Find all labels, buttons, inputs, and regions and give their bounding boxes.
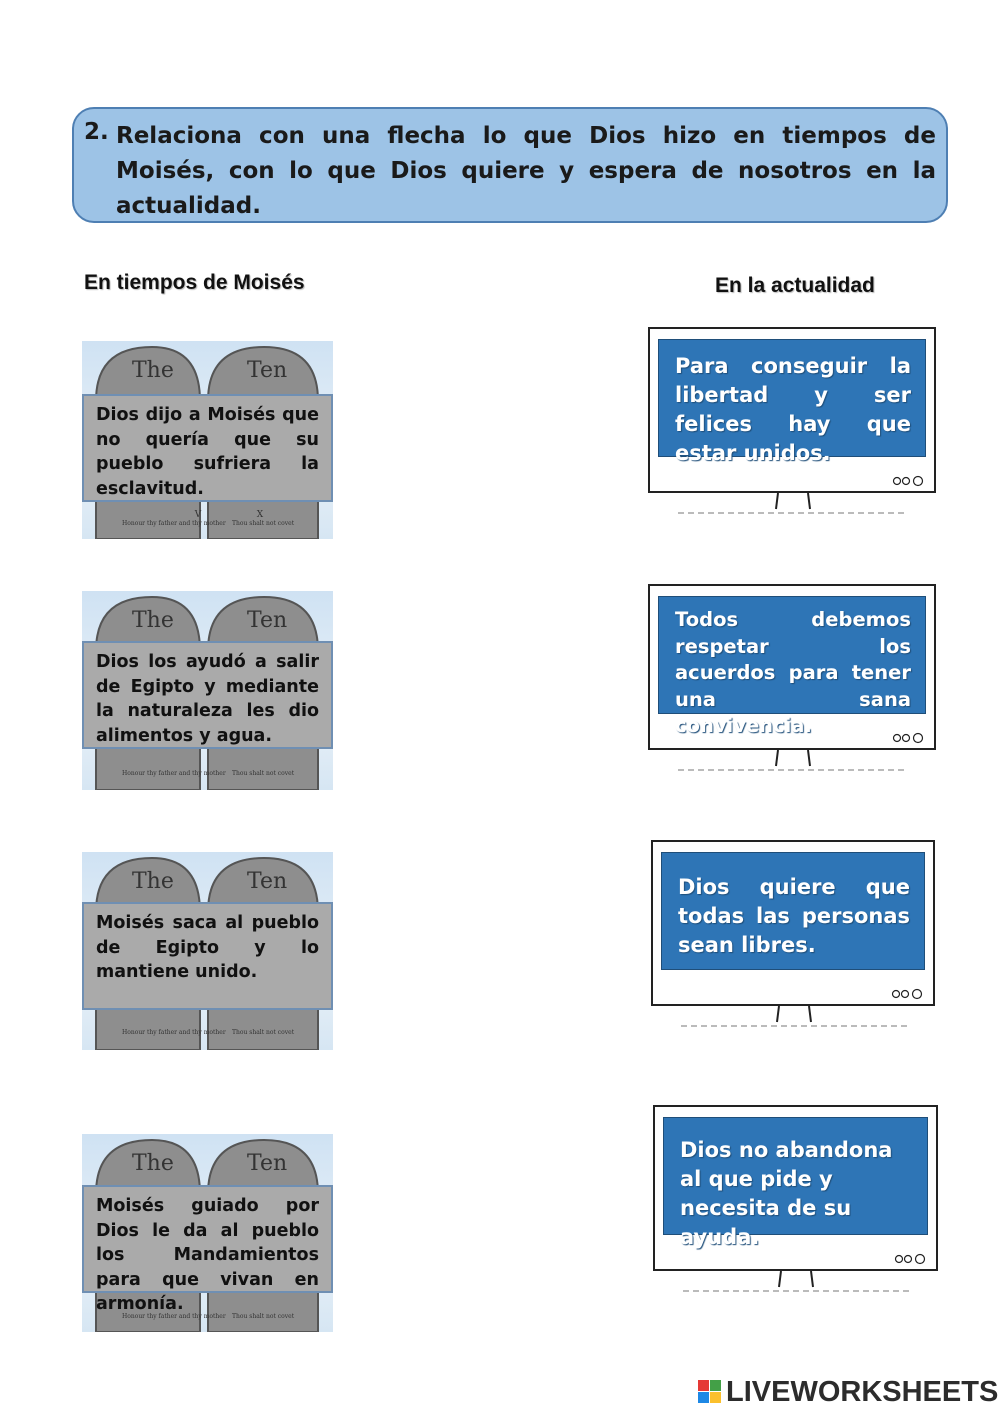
tablet-title-right: Ten: [247, 869, 288, 894]
left-column-heading: En tiempos de Moisés: [84, 271, 305, 294]
monitor-screen: [661, 852, 925, 970]
monitor-item-3[interactable]: [651, 840, 935, 1030]
monitor-screen: [658, 339, 926, 465]
logo-square-2: [710, 1380, 721, 1391]
tablet-footer-left: Honour thy father and thy mother: [122, 770, 226, 777]
logo-square-3: [698, 1392, 709, 1403]
right-item-text: Dios quiere que todas las personas sean libres.: [678, 875, 910, 957]
tablet-item-3[interactable]: [82, 852, 333, 1050]
monitor-frame: [651, 840, 935, 1006]
tablet-item-2[interactable]: [82, 591, 333, 790]
left-item-text: Moisés saca al pueblo de Egipto y lo mantiene unido.: [82, 902, 333, 1010]
tablet-numeral-right: X: [256, 510, 264, 520]
right-item-text: Todos debemos respetar los acuerdos para tener una sana convivencia.: [675, 608, 911, 737]
monitor-frame: [648, 327, 936, 493]
tablet-footer-left: Honour thy father and thy mother: [122, 1313, 226, 1320]
tablet-title-right: Ten: [247, 608, 288, 633]
tablet-numeral-left: V: [194, 510, 202, 520]
instruction-number: 2.: [84, 119, 109, 145]
monitor-buttons-icon: [892, 732, 926, 744]
brand-name[interactable]: LIVEWORKSHEETS: [726, 1376, 999, 1408]
left-item-text: Dios dijo a Moisés que no quería que su pueblo sufriera la esclavitud.: [82, 394, 333, 502]
monitor-stand: [653, 1271, 938, 1295]
monitor-stand: [651, 1006, 935, 1030]
left-item-text: Dios los ayudó a salir de Egipto y mediante la naturaleza les dio alimentos y agua.: [82, 641, 333, 749]
monitor-stand: [648, 750, 936, 774]
monitor-frame: [653, 1105, 938, 1271]
tablet-title-right: Ten: [247, 358, 288, 383]
logo-square-4: [710, 1392, 721, 1403]
monitor-item-4[interactable]: [653, 1105, 938, 1295]
right-column-heading: En la actualidad: [715, 274, 875, 297]
monitor-stand: [648, 493, 936, 517]
tablet-title-left: The: [132, 358, 174, 383]
monitor-buttons-icon: [892, 475, 926, 487]
monitor-buttons-icon: [894, 1253, 928, 1265]
right-item-text: Para conseguir la libertad y ser felices hay que estar unidos.: [675, 354, 911, 465]
instruction-banner: [72, 107, 948, 223]
monitor-item-2[interactable]: [648, 584, 936, 774]
monitor-screen: [663, 1117, 928, 1249]
liveworksheets-logo-icon: [698, 1380, 722, 1404]
tablet-footer-left: Honour thy father and thy mother: [122, 1029, 226, 1036]
tablet-footer-right: Thou shalt not covet: [232, 770, 295, 777]
tablet-footer-left: Honour thy father and thy mother: [122, 520, 226, 527]
tablet-footer-right: Thou shalt not covet: [232, 1313, 295, 1320]
right-item-text: Dios no abandona al que pide y necesita de su ayuda.: [680, 1138, 893, 1249]
monitor-screen: [658, 596, 926, 737]
left-item-text: Moisés guiado por Dios le da al pueblo los Mandamientos para que vivan en armonía.: [82, 1185, 333, 1293]
tablet-item-1[interactable]: [82, 341, 333, 539]
tablet-item-4[interactable]: [82, 1134, 333, 1332]
tablet-title-left: The: [132, 608, 174, 633]
tablet-title-right: Ten: [247, 1151, 288, 1176]
tablet-footer-right: Thou shalt not covet: [232, 520, 295, 527]
tablet-title-left: The: [132, 1151, 174, 1176]
tablet-title-left: The: [132, 869, 174, 894]
logo-square-1: [698, 1380, 709, 1391]
monitor-frame: [648, 584, 936, 750]
tablet-footer-right: Thou shalt not covet: [232, 1029, 295, 1036]
monitor-item-1[interactable]: [648, 327, 936, 517]
instruction-text: Relaciona con una flecha lo que Dios hizo en tiempos de Moisés, con lo que Dios quiere y espera de nosotros en la actualidad.: [116, 123, 936, 219]
monitor-buttons-icon: [891, 988, 925, 1000]
